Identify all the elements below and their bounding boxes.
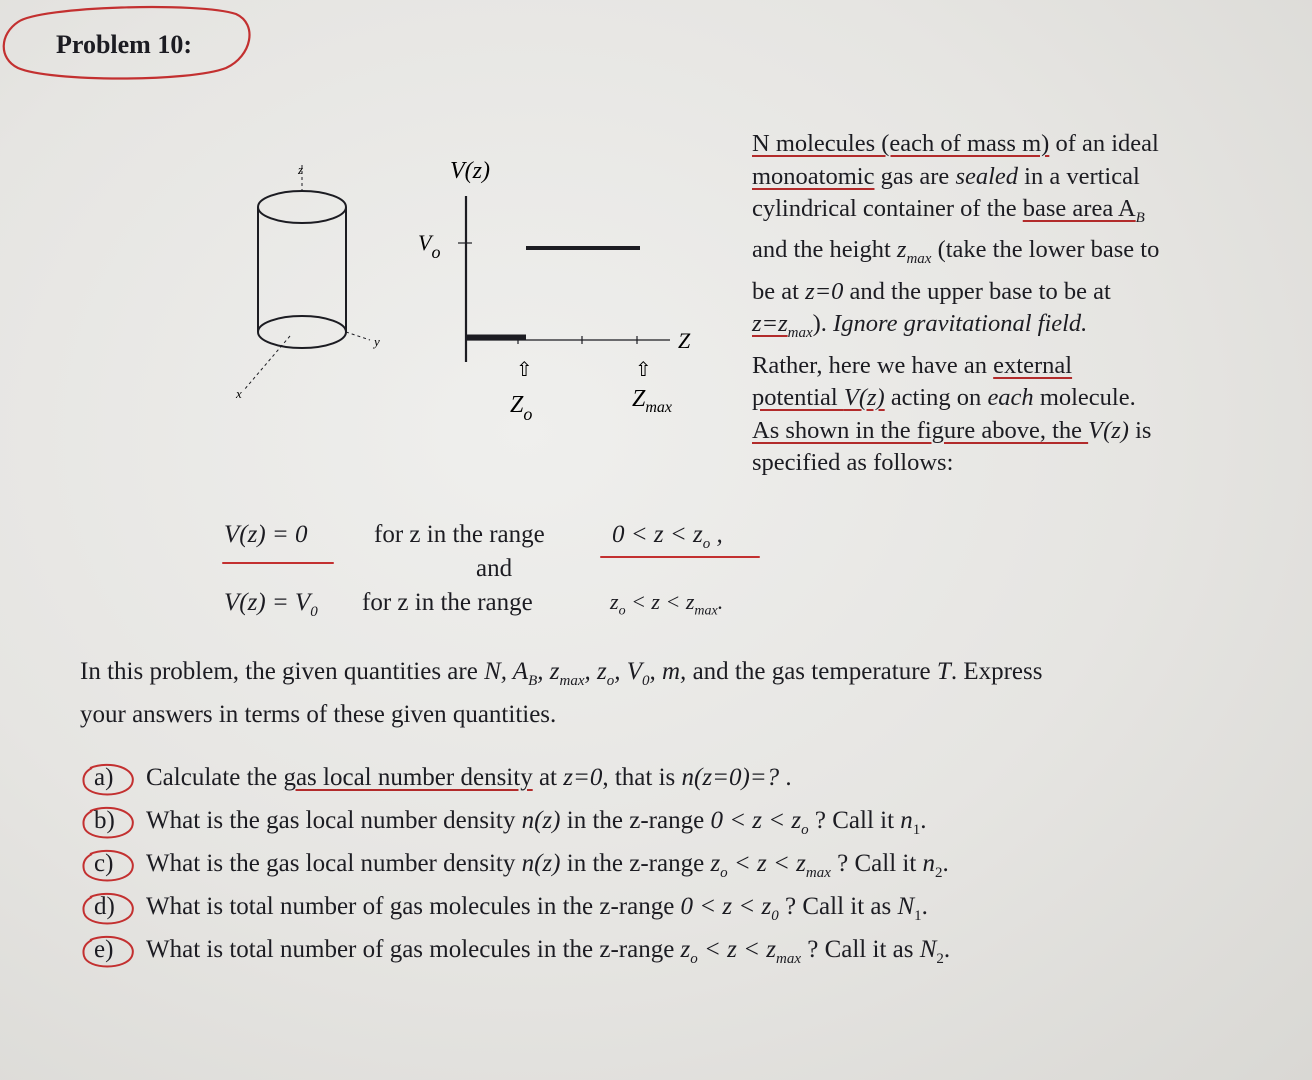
base-area-phrase xyxy=(1022,195,1145,226)
para-text: and the upper base to be at xyxy=(843,277,1111,305)
potential-phrase xyxy=(752,384,885,411)
q-math: n(z=0)=? xyxy=(681,764,780,791)
vz-axis-label: V(z) xyxy=(450,158,490,184)
z-zero-expr: z=0 xyxy=(805,277,844,305)
q-sub: max xyxy=(775,951,801,967)
para-text: be at xyxy=(752,277,806,305)
range-1-text: 0 < z < z xyxy=(612,521,703,548)
q-math: 0 < z < z xyxy=(680,893,772,920)
q-sub: o xyxy=(720,865,728,881)
q-math: < z < z xyxy=(697,936,776,963)
q-math: n xyxy=(900,807,913,834)
para-text: of an ideal xyxy=(1049,130,1159,157)
base-area-text: base area A xyxy=(1022,195,1136,222)
q-text: What is total number of gas molecules in the z-range xyxy=(146,893,681,920)
para-text: Rather, here we have an xyxy=(752,351,994,379)
q-sub: 0 xyxy=(771,908,779,924)
given-zmax-sub: max xyxy=(559,673,585,689)
density-phrase: gas local number density xyxy=(283,764,533,791)
para-text: acting on xyxy=(884,384,988,412)
zmax-arrow: ⇧ xyxy=(635,357,652,381)
q-sub: 2 xyxy=(936,951,944,967)
sealed-word: sealed xyxy=(955,162,1019,190)
para-line-5 xyxy=(752,276,1252,309)
as-shown-phrase: As shown in the figure above, the xyxy=(752,416,1089,444)
para-text: in a vertical xyxy=(1018,162,1140,190)
given-z0: , z xyxy=(584,658,607,685)
monoatomic-word: monoatomic xyxy=(752,162,875,190)
range-1-end: , xyxy=(710,521,723,548)
z-zmax-expr xyxy=(752,310,813,342)
range-1-expr xyxy=(612,521,723,553)
zmax-label: $Z_{max}$ xyxy=(632,386,673,416)
intro-text: . Express xyxy=(950,658,1043,685)
para-line-2 xyxy=(752,161,1252,194)
question-label: e) xyxy=(94,936,114,963)
z-zmax-text: z=z xyxy=(752,310,788,338)
ignore-gravity: Ignore gravitational field. xyxy=(833,310,1088,338)
molecules-phrase: N molecules (each of mass m) xyxy=(752,130,1050,157)
question-text xyxy=(146,936,950,968)
para-text: (take the lower base to xyxy=(931,236,1160,264)
para-text: molecule. xyxy=(1033,384,1136,412)
problem-description xyxy=(752,128,1252,480)
cylinder-diagram xyxy=(244,165,370,390)
q-text: What is total number of gas molecules in the z-range xyxy=(146,936,681,963)
question-a xyxy=(80,760,1280,803)
q-math: n(z) xyxy=(521,850,561,877)
question-list xyxy=(80,760,1280,975)
q-text: What is the gas local number density xyxy=(146,850,522,877)
potential-figure xyxy=(200,140,720,440)
z-axis-label: Z xyxy=(678,328,691,353)
q-text: in the z-range xyxy=(560,850,711,877)
question-text xyxy=(146,807,927,839)
para-text: is xyxy=(1128,416,1152,444)
para-line-3 xyxy=(752,193,1252,234)
q-math: z xyxy=(710,850,721,877)
base-area-sub: B xyxy=(1135,209,1145,226)
question-c xyxy=(80,846,1280,889)
intro-text: and the gas temperature xyxy=(686,658,937,685)
q-text: . xyxy=(920,807,927,834)
given-temperature: T xyxy=(936,658,951,685)
cylinder-x-label: x xyxy=(236,386,242,401)
para-line-6 xyxy=(752,308,1252,349)
q-text: . xyxy=(779,764,792,791)
q-text: Calculate the xyxy=(146,764,284,791)
vz0-underline xyxy=(222,562,334,564)
question-e xyxy=(80,932,1280,975)
range-2-b: < z < z xyxy=(625,589,695,614)
range-1-underline xyxy=(600,556,760,558)
q-math: z=0 xyxy=(563,764,603,791)
q-text: . xyxy=(942,850,949,877)
para-text: cylindrical container of the xyxy=(752,195,1023,222)
range-2-a: z xyxy=(610,589,619,614)
para-line-4 xyxy=(752,234,1252,275)
intro-text: In this problem, the given quantities are xyxy=(80,658,485,685)
para-text: gas are xyxy=(874,162,956,190)
q-text: ? Call it as xyxy=(778,893,898,920)
question-b xyxy=(80,803,1280,846)
z0-arrow: ⇧ xyxy=(516,357,533,381)
given-v0-sub: 0 xyxy=(642,673,650,689)
vzv0-sub: 0 xyxy=(310,604,318,620)
para-text: potential xyxy=(752,384,844,412)
cylinder-z-label: z xyxy=(298,162,304,177)
condition-v0: V(z) = 0 xyxy=(224,521,308,548)
external-word: external xyxy=(993,351,1073,379)
question-label: d) xyxy=(94,893,115,920)
question-d xyxy=(80,889,1280,932)
range-text-2 xyxy=(362,589,533,617)
q-math: z xyxy=(680,936,691,963)
q-math: < z < z xyxy=(727,850,806,877)
question-label: c) xyxy=(94,850,114,877)
q-text: in the z-range xyxy=(560,807,711,834)
q-math: N xyxy=(919,936,937,963)
q-sub: max xyxy=(805,865,831,881)
and-word: and xyxy=(476,555,513,582)
para-line-8 xyxy=(752,382,1252,415)
para-line-10: specified as follows: xyxy=(752,449,954,477)
given-ab-sub: B xyxy=(528,673,538,689)
condition-vv0 xyxy=(224,589,318,621)
each-word: each xyxy=(987,384,1034,412)
v0-label: $V_o$ xyxy=(418,230,441,262)
vz-symbol: V(z) xyxy=(1088,416,1129,444)
zmax-sub: max xyxy=(906,251,932,268)
zmax-symbol: z xyxy=(896,236,907,264)
range-text-1 xyxy=(374,521,545,549)
given-m: , m, xyxy=(649,658,687,685)
range-2-end: . xyxy=(717,589,724,614)
cylinder-y-label: y xyxy=(374,334,380,349)
intro-line-2: your answers in terms of these given quantities. xyxy=(80,701,557,728)
problem-title: Problem 10: xyxy=(56,30,192,59)
q-sub: o xyxy=(801,822,809,838)
q-text: ? Call it xyxy=(808,807,901,834)
question-text xyxy=(146,850,949,882)
para-text: and the height xyxy=(752,236,897,264)
q-text: at xyxy=(532,764,564,791)
range-2-b-sub: max xyxy=(694,603,718,619)
q-text: ? Call it as xyxy=(800,936,920,963)
q-text: ? Call it xyxy=(830,850,923,877)
q-text: , that is xyxy=(602,764,682,791)
z-zmax-sub: max xyxy=(787,325,813,342)
range-text-1-label: for z in the range xyxy=(374,521,545,548)
para-line-9 xyxy=(752,415,1252,448)
para-line-1 xyxy=(752,128,1252,161)
q-math: n xyxy=(922,850,936,877)
z0-label: $Z_o$ xyxy=(510,392,533,424)
para-text: ). xyxy=(812,310,834,338)
range-1-sub: o xyxy=(702,536,711,552)
range-2-a-sub: o xyxy=(618,603,626,619)
given-quantities-paragraph xyxy=(80,655,1260,732)
question-text xyxy=(146,764,792,792)
given-n-ab: N, A xyxy=(484,658,529,685)
vz-symbol: V(z) xyxy=(843,384,885,412)
vzv0-text: V(z) = V xyxy=(224,589,311,616)
q-math: n(z) xyxy=(521,807,561,834)
given-z0-sub: o xyxy=(606,673,615,689)
q-sub: 1 xyxy=(914,908,922,924)
problem-title-block xyxy=(0,0,252,82)
q-text: What is the gas local number density xyxy=(146,807,522,834)
range-text-2-label: for z in the range xyxy=(362,589,533,616)
q-text: . xyxy=(921,893,928,920)
vz-graph xyxy=(458,196,670,362)
question-label: a) xyxy=(94,764,114,791)
q-math: N xyxy=(897,893,915,920)
given-zmax: , z xyxy=(537,658,560,685)
given-v0: , V xyxy=(614,658,642,685)
range-2-expr xyxy=(610,589,723,619)
q-text: . xyxy=(943,936,951,963)
question-label: b) xyxy=(94,807,115,834)
para-line-7 xyxy=(752,350,1252,383)
q-sub: 1 xyxy=(912,822,921,838)
question-text xyxy=(146,893,928,925)
q-sub: 2 xyxy=(935,865,943,881)
q-sub: o xyxy=(690,951,698,967)
q-math: 0 < z < z xyxy=(710,807,802,834)
